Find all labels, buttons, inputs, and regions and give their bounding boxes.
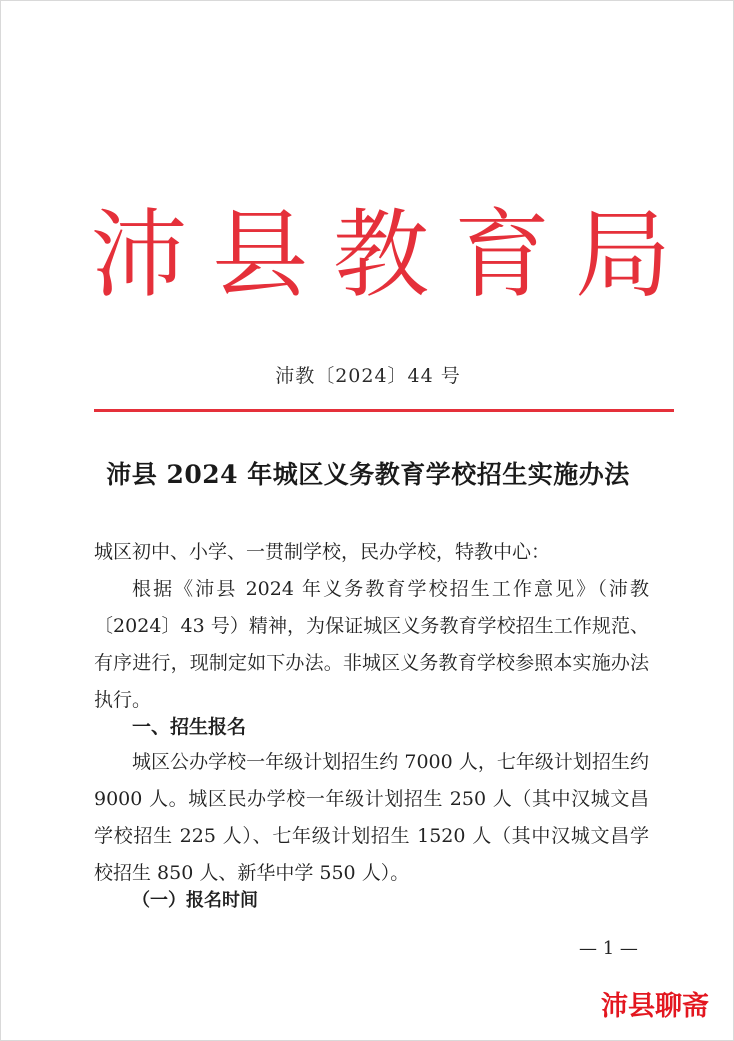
masthead-char: 县 (212, 199, 308, 311)
masthead-char: 局 (575, 199, 671, 311)
watermark-text: 沛县聊斋 (601, 991, 709, 1022)
masthead-char: 育 (454, 199, 550, 311)
page-number: — 1 — (579, 938, 638, 959)
salutation: 城区初中、小学、一贯制学校，民办学校，特教中心： (94, 541, 551, 563)
masthead-char: 沛 (91, 199, 187, 311)
masthead-agency-name (91, 199, 671, 311)
red-divider-line (94, 409, 674, 412)
masthead-char: 教 (333, 199, 429, 311)
intro-paragraph: 根据《沛县 2024 年义务教育学校招生工作意见》（沛教〔2024〕43 号）精神，为保证城区义务教育学校招生工作规范、有序进行，现制定如下办法。非城区义务教育学校参照本实施办法执行。 (94, 578, 649, 711)
document-title: 沛县 2024 年城区义务教育学校招生实施办法 (106, 460, 630, 489)
document-number: 沛教〔2024〕44 号 (275, 365, 461, 387)
section-heading: 一、招生报名 (132, 716, 247, 738)
subsection-heading: （一）报名时间 (132, 890, 258, 911)
section-paragraph: 城区公办学校一年级计划招生约 7000 人，七年级计划招生约 9000 人。城区民办学校一年级计划招生 250 人（其中汉城文昌学校招生 225 人）、七年级计划招生 1520 人（其中汉城文昌学校招生 850 人、新华中学 550 人）。 (94, 751, 649, 884)
